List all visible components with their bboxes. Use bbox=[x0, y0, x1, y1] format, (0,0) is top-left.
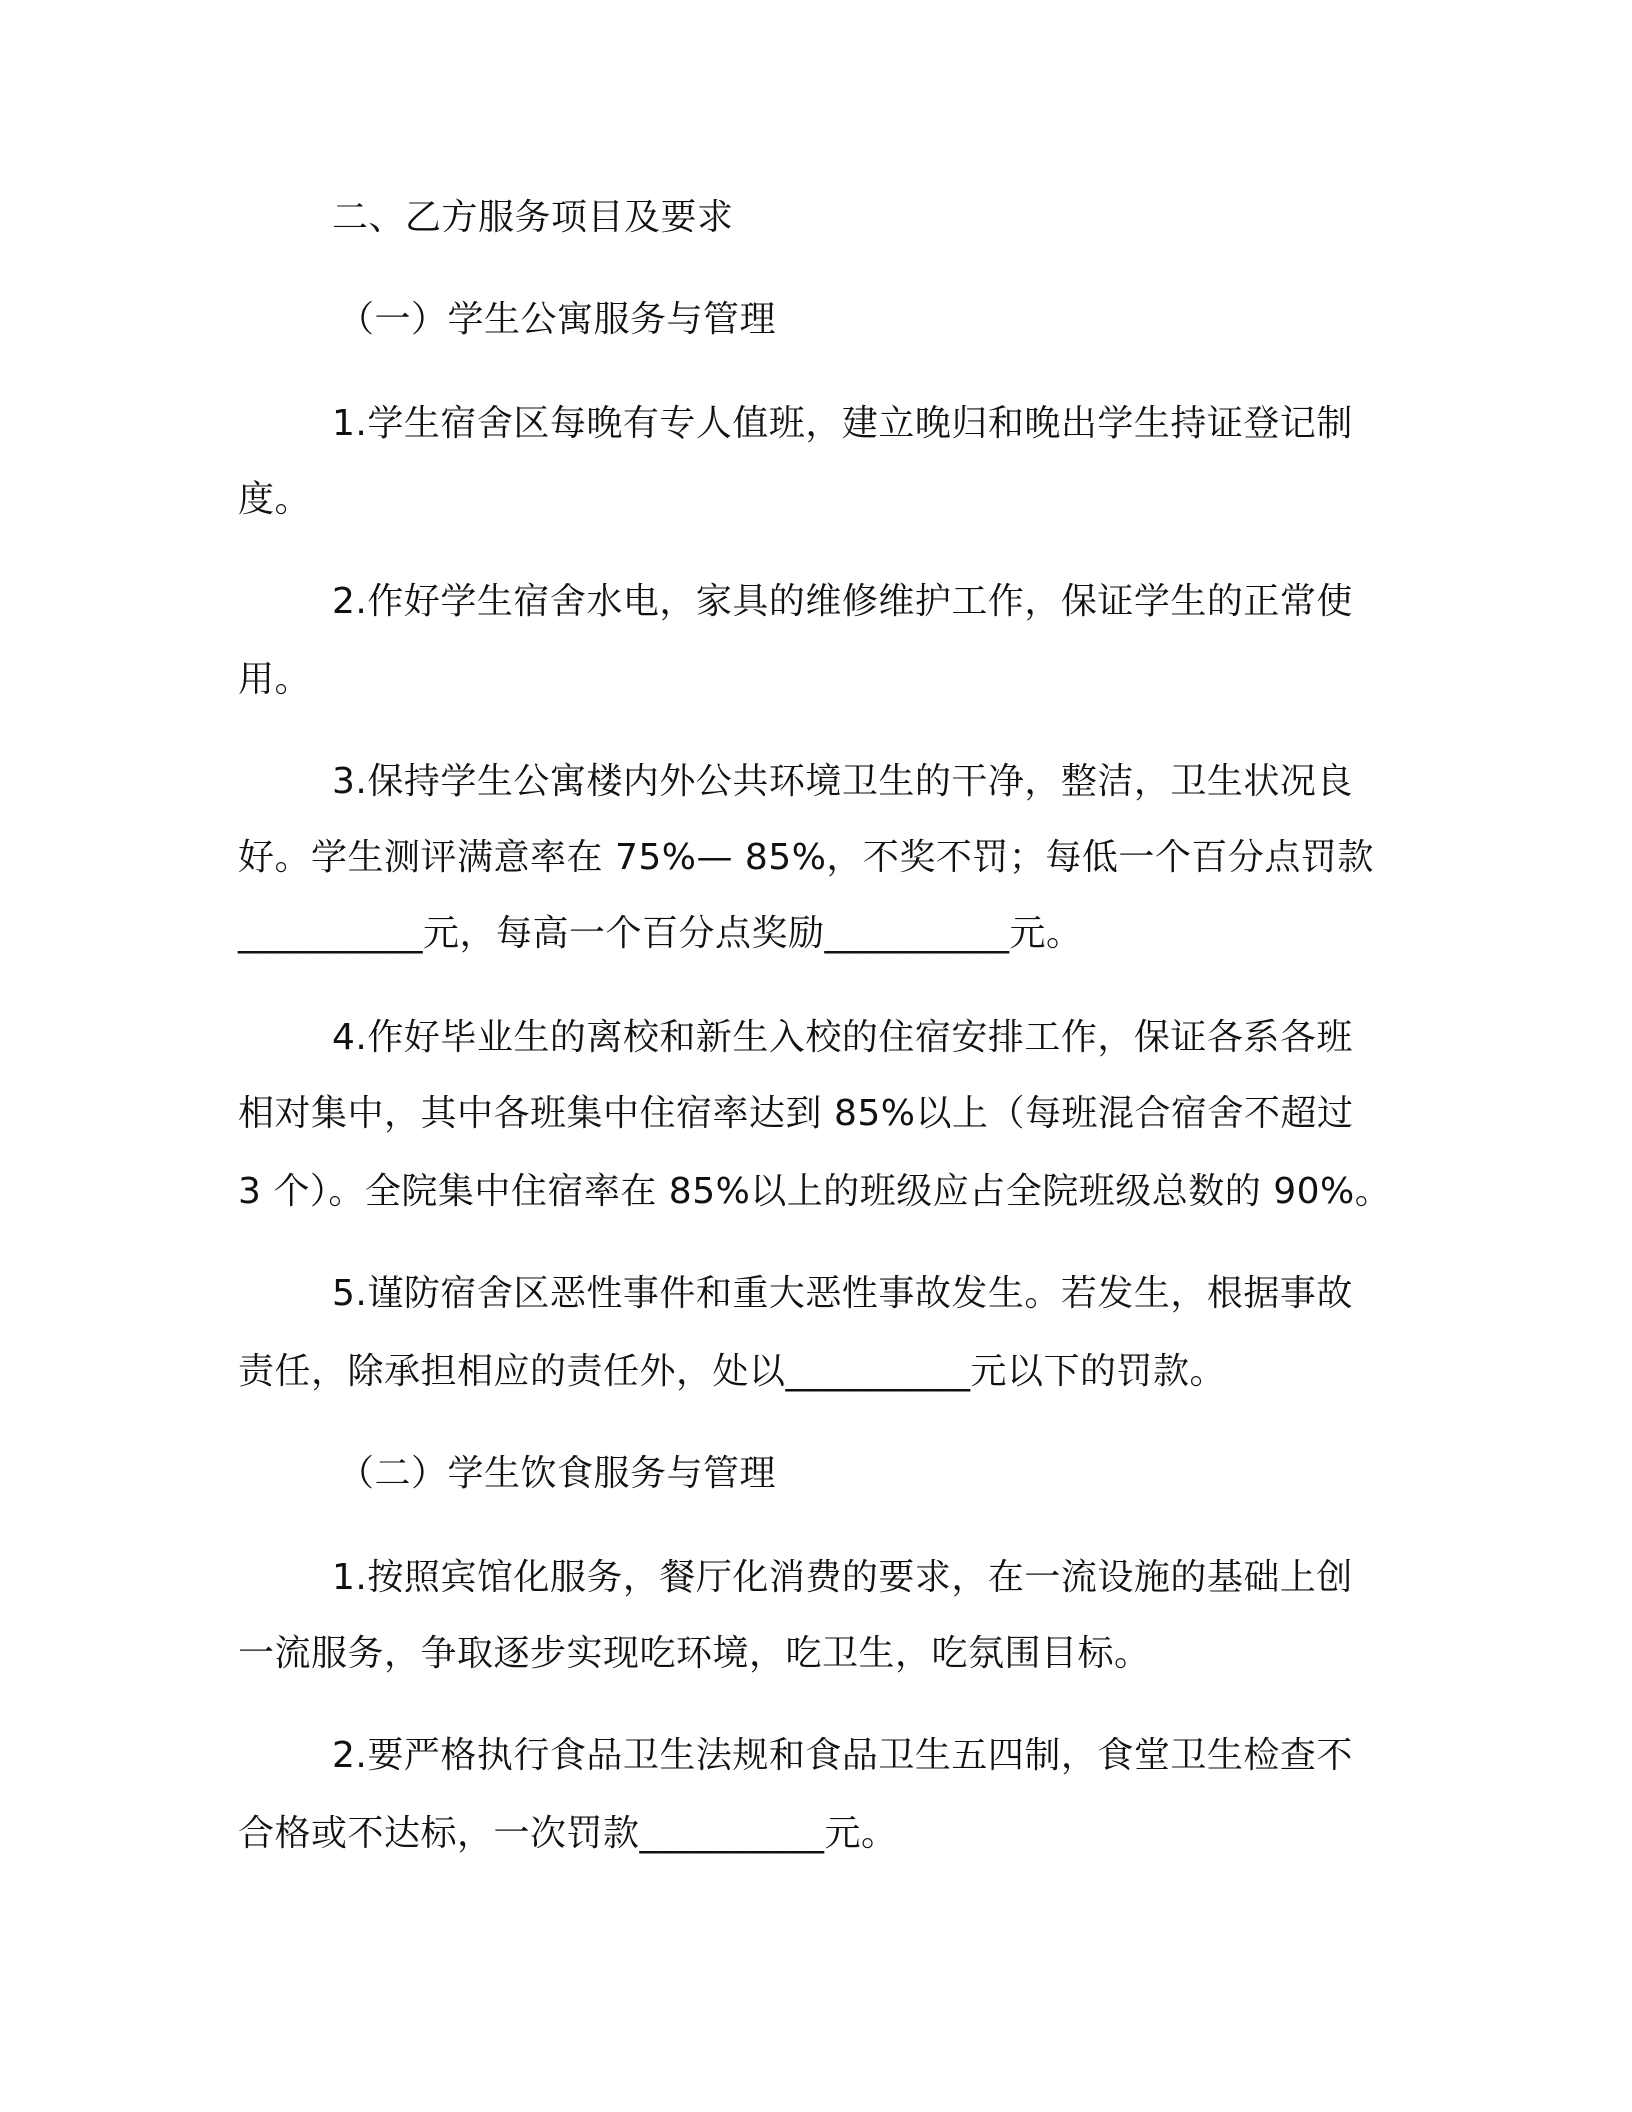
paragraph-line: __________元，每高一个百分点奖励__________元。 bbox=[238, 913, 1083, 954]
paragraph-line: 相对集中，其中各班集中住宿率达到 85%以上（每班混合宿舍不超过 bbox=[238, 1093, 1354, 1134]
paragraph-line: 5.谨防宿舍区恶性事件和重大恶性事故发生。若发生，根据事故 bbox=[332, 1273, 1353, 1314]
paragraph-line: 1.学生宿舍区每晚有专人值班，建立晚归和晚出学生持证登记制 bbox=[332, 403, 1353, 444]
paragraph-line: 用。 bbox=[238, 659, 312, 700]
paragraph-line: 度。 bbox=[238, 479, 312, 520]
paragraph-line: 3.保持学生公寓楼内外公共环境卫生的干净，整洁，卫生状况良 bbox=[332, 761, 1353, 802]
subsection-heading-2: （二）学生饮食服务与管理 bbox=[338, 1453, 777, 1494]
paragraph-line: 4.作好毕业生的离校和新生入校的住宿安排工作，保证各系各班 bbox=[332, 1017, 1353, 1058]
paragraph-line: 责任，除承担相应的责任外，处以__________元以下的罚款。 bbox=[238, 1351, 1227, 1392]
section-heading: 二、乙方服务项目及要求 bbox=[332, 197, 734, 238]
paragraph-line: 好。学生测评满意率在 75%— 85%，不奖不罚；每低一个百分点罚款 bbox=[238, 837, 1374, 878]
paragraph-line: 3 个）。全院集中住宿率在 85%以上的班级应占全院班级总数的 90%。 bbox=[238, 1171, 1392, 1212]
paragraph-line: 2.作好学生宿舍水电，家具的维修维护工作，保证学生的正常使 bbox=[332, 581, 1353, 622]
paragraph-line: 2.要严格执行食品卫生法规和食品卫生五四制，食堂卫生检查不 bbox=[332, 1735, 1353, 1776]
paragraph-line: 合格或不达标，一次罚款__________元。 bbox=[238, 1813, 898, 1854]
subsection-heading-1: （一）学生公寓服务与管理 bbox=[338, 299, 777, 340]
paragraph-line: 一流服务，争取逐步实现吃环境，吃卫生，吃氛围目标。 bbox=[238, 1633, 1151, 1674]
paragraph-line: 1.按照宾馆化服务，餐厅化消费的要求，在一流设施的基础上创 bbox=[332, 1557, 1353, 1598]
